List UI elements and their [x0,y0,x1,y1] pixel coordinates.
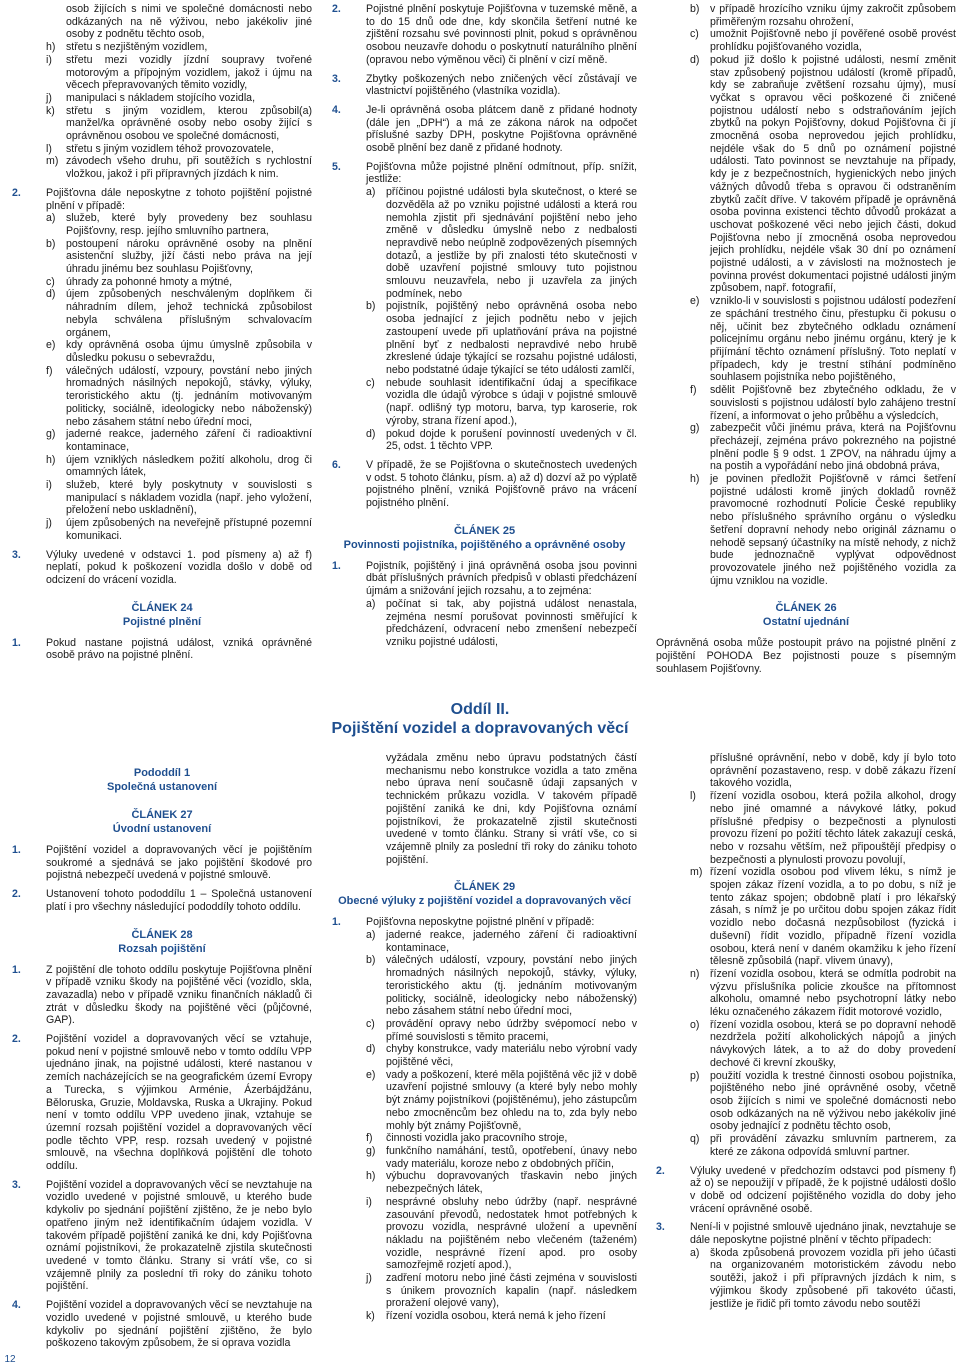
list-item-a: a) jaderné reakce, jaderného záření či radioaktivní kontaminace, [366,929,637,954]
list-item-continuation: osob žijících s nimi ve společné domácnosti nebo odkázaných na ně výživou, nebo jakékoliv jiné osoby z podnětu těchto osob, [66,3,312,41]
list-item-c: c) umožnit Pojišťovně nebo jí pověřené osobě provést prohlídku pojišťovaného vozidla, [690,28,956,54]
list-item-e: e) vady a poškození, které měla pojištěná věc již v době uzavření pojistné smlouvy (a které byly nebo mohly být známy pojistníkovi (pojištěnému), jeho zástupcům nebo zmocněncům bez ohledu na to, zda byly nebo mohly být známy Pojišťovně, [366,1068,637,1132]
list-item-b: b) v případě hrozícího vzniku újmy zakročit způsobem přiměřeným rozsahu ohrožení, [690,3,956,28]
list-item-a: a) příčinou pojistné události byla skutečnost, o které se dozvěděla až po vzniku pojistné události a která rou nemohla zjistit při sjednávání pojištění nebo jeho změně v důsledku úmyslně nebo z nedbalosti nepravdivě nebo neúplně zodpovězených písemných dotazů, a jestliže by při znalosti této skutečnosti v době uzavření pojistné smlouvy tuto pojistnou smlouvu neuzavřela, nebo ji uzavřela za jiných podmínek, nebo [366,186,637,300]
list-item-q: q) při provádění závazku smluvním partnerem, za které ze zákona odpovídá smluvní partner. [690,1133,956,1158]
paragraph-3: 3. Není-li v pojistné smlouvě ujednáno jinak, nevztahuje se dále neposkytne pojistné plnění v těchto případech: [656,1221,956,1247]
column-3-bottom [656,752,956,1310]
paragraph-4: 4. Pojištění vozidel a dopravovaných věcí se nevztahuje na vozidlo uvedené v pojistné smlouvě, u kterého bude kdykoliv po sjednání pojištění zjištěno, že bylo poškozeno takovým způsobem, že si oprava vozidla [12,1299,312,1350]
paragraph-3: 3. Zbytky poškozených nebo zničených věcí zůstávají ve vlastnictví pojištěného (vlastníka vozidla). [332,72,637,98]
list-item-f: f) válečných událostí, vzpoury, povstání nebo jiných hromadných násilných nepokojů, stávky, výluky, teroristického aktu (tj. jednáním motivovaným politicky, sociálně, ideologicky nebo náboženský) nebo zásahem státní nebo úřední moci, [46,364,312,428]
list-item-h: h) střetu s nezjištěným vozidlem, [46,41,208,54]
list-item-g: g) zabezpečit vůči jinému práva, která na Pojišťovnu přecházejí, zejména právo pokrezného na pojistné plnění podle § 9 odst. 1 ZPOV, na náhradu újmy a na postih a vypořádání nebo jiná obdobná práva, [690,422,956,473]
paragraph-1: 1. Pokud nastane pojistná událost, vzniká oprávněné osobě právo na pojistné plnění. [12,636,312,662]
paragraph-2: 2. Pojišťovna dále neposkytne z tohoto pojištění pojistné plnění v případě: [12,186,312,212]
list-item-f: f) sdělit Pojišťovně bez zbytečného odkladu, že v souvislosti s pojistnou událostí bylo zahájeno trestní řízení, a informovat o jeho průběhu a výsledcích, [690,384,956,422]
article-27-heading: ČLÁNEK 27 Úvodní ustanovení [112,809,212,835]
list-item-e: e) vzniklo-li v souvislosti s pojistnou událostí podezření ze spáchání trestného činu, přestupku či pokusu o něj, učinit bez zbytečného odkladu oznámení policejnímu orgánu nebo jinému orgánu, který je k přijímání těchto oznámení příslušný. Toto neplatí v případech, kdy je trestní stíhání podmíněno souhlasem pojistníka nebo pojištěného, [690,295,956,384]
subsection-1-heading: Pododdíl 1 Společná ustanovení [106,767,218,793]
list-item-k: k) střetu s jiným vozidlem, kterou způsobil(a) manžel/ka oprávněné osoby nebo osoby žijící s oprávněnou osobou ve společné domácnosti, [46,104,312,143]
list-item-l: l) střetu s jiným vozidlem téhož provozovatele, [46,142,274,155]
article-24-heading: ČLÁNEK 24 Pojistné plnění [122,601,202,628]
list-item-continuation: příslušné oprávnění, nebo v době, kdy jí bylo toto oprávnění pozastaveno, resp. v době zákazu řízení takového vozidla, [710,752,956,790]
article-28-heading: ČLÁNEK 28 Rozsah pojištění [118,928,206,955]
section-heading [250,700,710,738]
list-item-h: h) je povinen předložit Pojišťovně v rámci šetření pojistné události kromě jiných dokladů rovněž pravomocné rozhodnutí Policie České republiky nebo příslušného správního orgánu o výsledku šetření dopravní nehody nebo originál záznamu o nehodě sepsaný účastníky na místě nehody, z nichž bude jednoznačně vyplývat odpovědnost provozovatele jiného než pojištěného vozidla za újmu vzniklou na vozidle. [690,473,956,587]
list-item-l: l) řízení vozidla osobou, která požila alkohol, drogy nebo jiné omamné a návykové látky, pokud příslušné předpisy o bezpečnosti a plynulosti provozu řízení po požití těchto látek zakazují ceská, nebo v rozsahu větším, než připouštějí předpisy o bezpečnosti a plynulosti provozu povolují, [690,790,956,866]
list-item-b: b) pojistník, pojištěný nebo oprávněná osoba nebo osoba jednající z jejich podnětu nebo v jejich zastoupení uvede při uplatňování práva na pojistné plnění byť z nedbalosti nepravdivé nebo hrubě zkreslené údaje týkající se rozsahu pojistné události, nebo podstatné údaje týkající se této události zamlčí, [366,300,637,376]
paragraph-2: 2. Výluky uvedené v předchozím odstavci pod písmeny f) až o) se nepoužijí v případě, že k pojistné události došlo v době od odcizení pojištěného vozidla do doby jeho vrácení oprávněné osobě. [656,1164,956,1215]
list-item-g: g) jaderné reakce, jaderného záření či radioaktivní kontaminace, [46,428,312,453]
list-item-i: i) střetu mezi vozidly jízdní soupravy tvořené motorovým a přípojným vozidlem, jakož i újmu na věcech přepravovaných těmito vozidly, [46,53,312,92]
list-item-d: d) újem způsobených neschváleným doplňkem či náhradním dílem, jehož technická způsobilost nebyla schválena příslušným schvalovacím orgánem, [46,288,312,339]
paragraph-5: 5. Pojišťovna může pojistné plnění odmítnout, příp. snížit, jestliže: [332,160,637,186]
list-item-b: b) válečných událostí, vzpoury, povstání nebo jiných hromadných násilných nepokojů, stávky, výluky, teroristického aktu (tj. jednáním motivovaným politicky, sociálně, ideologicky nebo náboženský) nebo zásahem státní nebo úřední moci, [366,954,637,1018]
list-item-b: b) postoupení nároku oprávněné osoby na plnění asistenční služby, jiží části nebo práva na její úhradu jinému bez souhlasu Pojišťovny, [46,237,312,276]
section-title: Oddíl II. [450,701,510,718]
list-item-i: i) služeb, které byly poskytnuty v souvislosti s manipulací s nákladem vozidla (např. jeho vyložení, přeložení nebo uskladnění), [46,479,312,517]
list-item-k: k) řízení vozidla osobou, která nemá k jeho řízení [366,1310,606,1323]
paragraph-1: 1. Pojištění vozidel a dopravovaných věcí je pojištěním soukromé a sjednává se jako pojištění škodové pro pojistná nebezpečí uvedená v pojistné smlouvě. [12,844,312,882]
paragraph-3: 3. Výluky uvedené v odstavci 1. pod písmeny a) až f) neplatí, pokud k poškození vozidla došlo v době od odcizení do vrácení vozidla. [12,548,312,586]
column-1-top [12,3,312,662]
paragraph-1: 1. Pojišťovna neposkytne pojistné plnění v případě: [332,916,595,929]
list-item-h: h) újem vzniklých následkem požití alkoholu, drog či omamných látek, [46,453,312,479]
list-item-j: j) manipulaci s nákladem stojícího vozidla, [46,91,256,104]
list-item-c: c) úhrady za pohonné hmoty a mýtné, [46,275,233,288]
list-item-m: m) řízení vozidla osobou pod vlivem léku, s nímž je spojen zákaz řízení vozidla, a to po dobu, s níž je tento zákaz spojen; obdobně platí i pro lékařský zásah, s nímž je po určitou dobu spojen zákaz řídit vozidlo nebo dočasná nezpůsobilost (fyzická i duševní) řídit vozidlo, případně řízení vozidla osobou, která není v daném okamžiku k jeho řízení tělesně způsobilá (např. vlivem únavy), [690,866,956,968]
paragraph-3: 3. Pojištění vozidel a dopravovaných věcí se nevztahuje na vozidlo uvedené v pojistné smlouvě, u kterého bude kdykoliv po sjednání pojištění zjištěno, že je nebo bylo opatřeno jiným než identifikačním údajem vozidla. V takovém případě pojištění zaniká ke dni, kdy Pojišťovna oznámí pojistníkovi, že prokazatelně zjistila skutečnosti uvedené v tomto článku. Strany si vrátí vše, co si vzájemně plnily za poslední tři roky do zániku tohoto pojištění. [12,1178,312,1293]
list-item-o: o) řízení vozidla osobou, která se po dopravní nehodě nezdržela požití alkoholických nápojů a jiných návykových látek, a to až do doby provedení dechové či krevní zkoušky, [690,1018,956,1069]
list-item-a: a) škoda způsobená provozem vozidla při jeho účasti na organizovaném motoristickém závodu nebo soutěži, jakož i při přípravných jízdách k nim, s výjimkou škody způsobené při takovéto účasti, jestliže je řidič při tomto závodu nebo soutěži [690,1246,956,1310]
list-item-h: h) výbuchu dopravovaných třaskavin nebo jiných nebezpečných látek, [366,1170,637,1196]
list-item-c: c) nebude souhlasit identifikační údaj a specifikace vozidla dle údajů výrobce s údaji v pojistné smlouvě (např. odlišný typ motoru, barva, typ karoserie, rok výroby, strana řízení apod.), [366,376,637,427]
list-item-d: d) chyby konstrukce, vady materiálu nebo výrobní vady pojištěné věci, [366,1043,637,1069]
list-item-j: j) zadření motoru nebo jiné části zejména v souvislosti s únikem provozních kapalin (např. následkem proražení olejové vany), [366,1272,637,1310]
paragraph-6: 6. V případě, že se Pojišťovna o skutečnostech uvedených v odst. 5 tohoto článku, písm. a) až d) dozví až po výplatě pojistného plnění, vzniká Pojišťovně právo na vrácení pojistného plnění. [332,458,637,510]
column-3-top [656,3,956,675]
list-item-e: e) kdy oprávněná osoba újmu úmyslně způsobila v důsledku pokusu o sebevraždu, [46,339,312,364]
list-item-i: i) nesprávné obsluhy nebo údržby (např. nesprávné zasouvání převodů, nedostatek hmot potřebných k provozu vozidla, nesprávné uložení a upevnění nákladu na pojištěném nebo vlečeném (taženém) vozidle, nesprávné řízení apod. pro osoby samozřejmě rozjetí apod.), [366,1195,637,1272]
paragraph-2: 2. Pojistné plnění poskytuje Pojišťovna v tuzemské měně, a to do 15 dnů ode dne, kdy skončila šetření nutné ke zjištění rozsahu své povinnosti plnit, pokud s oprávněnou osobou neuzavře dohodu o poskytnutí naturálního plnění (opravou nebo výměnou věci) či plnění v cizí měně. [332,3,637,66]
list-item-g: g) funkčního namáhání, testů, opotřebení, únavy nebo vady materiálu, koroze nebo z obdobných příčin, [366,1144,637,1170]
paragraph-2: 2. Pojištění vozidel a dopravovaných věcí se vztahuje, pokud není v pojistné smlouvě nebo v tomto oddílu VPP ujednáno jinak, na pojistné události, které nastanou v zemích nacházejících se na geografickém území Evropy a Turecka, s výjimkou Arménie, Ázerbájdžánu, Běloruska, Gruzie, Moldavska, Ruska a Ukrajiny. Pokud není v tomto oddílu VPP uvedeno jinak, vztahuje se územní rozsah pojištění vozidel a dopravovaných věcí podle těchto VPP, resp. rozsah uvedený v pojistné smlouvě, na všechna doplňková pojištění dle tohoto oddílu. [12,1033,312,1173]
column-2-top [332,3,637,649]
paragraph-continuation: vyžádala změnu nebo úpravu podstatných částí mechanismu nebo konstrukce vozidla a tato změna nebo úprava není současně údaji zapsaných v technickém průkazu vozidla. V takovém případě pojištění zaniká ke dni, kdy Pojišťovna oznámí pojistníkovi, že prokazatelně zjistil skutečnosti uvedené v tomto článku. Strany si vrátí vše, co si vzájemně plnily za poslední tři roky do zániku tohoto pojištění. [386,752,637,866]
list-item-d: d) pokud již došlo k pojistné události, nesmí změnit stav způsobený pojistnou událostí (kromě případů, kdy se zabraňuje zvětšení rozsahu újmy), musí vyčkat s opravou věci poškozené či zničené pojistnou událostí nebo s odstraňováním jejích zbytků na pokyn Pojišťovny, dokud Pojišťovna či jí zmocněná osoba neprovedou jejich prohlídku, nejdéle však do 5 dnů po oznámení pojistné události. Tato povinnost se nevztahuje na případy, kdy je z bezpečnostních, hygienických nebo jiných vážných důvodů třeba s opravou či odstraněním zbytků začít dříve. V takovém případě je oprávněná osoba povinna existenci těchto důvodů prokázat a uschovat poškozené věci nebo jejich části, dokud Pojišťovna nebo jí zmocněná osoba neprovedou jejich prohlídku, nejdéle však 30 dní po oznámení pojistné události, a v závislosti na možnostech je povinna provést dokumentaci pojistné události jiným způsobem, např. fotografií, [690,53,956,295]
list-item-a: a) počínat si tak, aby pojistná událost nenastala, zejména nesmí porušovat povinnosti směřující k předcházení, odvracení nebo zmenšení nebezpečí vzniku pojistné události, [366,597,637,648]
list-item-f: f) činnosti vozidla jako pracovního stroje, [366,1132,568,1145]
list-item-m: m) závodech všeho druhu, při soutěžích s rychlostní vložkou, jakož i při přípravných jízdách k nim. [46,155,312,181]
section-subtitle: Pojištění vozidel a dopravovaných věcí [331,720,629,737]
column-2-bottom [332,752,637,1323]
list-item-n: n) řízení vozidla osobou, která se odmítla podrobit na výzvu příslušníka policie zkoušce na přítomnost alkoholu, omamné nebo psychotropní látky nebo léku označeného zákazem řídit motorové vozidlo, [690,967,956,1019]
page-number: 12 [4,1354,16,1365]
list-item-j: j) újem způsobených na neveřejně přístupné pozemní komunikaci. [46,517,312,542]
article-26-heading: ČLÁNEK 26 Ostatní ujednání [762,602,850,629]
column-1-bottom [12,752,312,1350]
paragraph-4: 4. Je-li oprávněná osoba plátcem daně z přidané hodnoty (dále jen „DPH“) a má ze zákona nárok na odpočet příslušné sazby DPH, poskytne Pojišťovna oprávněné osobě plnění bez daně z přidané hodnoty. [332,103,637,155]
article-29-heading: ČLÁNEK 29 Obecné výluky z pojištění vozidel a dopravovaných věcí [338,881,631,908]
article-26-text: Oprávněná osoba může postoupit právo na pojistné plnění z pojištění POHODA Bez pojistnosti pouze s písemným souhlasem Pojišťovny. [656,637,956,675]
list-item-d: d) pokud dojde k porušení povinností uvedených v čl. 25, odst. 1 těchto VPP. [366,427,637,453]
list-item-c: c) provádění opravy nebo údržby svépomocí nebo v přímé souvislosti s těmito pracemi, [366,1017,637,1043]
paragraph-1: 1. Z pojištění dle tohoto oddílu poskytuje Pojišťovna plnění v případě vzniku škody na pojištěné věci (vozidlo, skla, zavazadla) nebo v případě vzniku finančních nákladů či ztrát v důsledku škody na pojištěné věci (půjčovné, GAP). [12,963,312,1027]
paragraph-1: 1. Pojistník, pojištěný i jiná oprávněná osoba jsou povinni dbát příslušných právních předpisů v oblasti předcházení újmám a snižování jejich rozsahu, a to zejména: [332,559,637,598]
article-25-heading: ČLÁNEK 25 Povinnosti pojistníka, pojištěného a oprávněné osoby [343,524,626,551]
paragraph-2: 2. Ustanovení tohoto pododdílu 1 – Společná ustanovení platí i pro všechny následující pododdíly tohoto oddílu. [12,888,312,913]
list-item-a: a) služeb, které byly provedeny bez souhlasu Pojišťovny, resp. jejího smluvního partnera, [46,212,312,237]
list-item-p: p) použití vozidla k trestné činnosti osobou pojistníka, pojištěného nebo jiné oprávněné osoby, včetně osob žijících s nimi ve společné domácnosti nebo osob odkázaných na ně výživou nebo jakékoliv jiné osoby jednající z podnětu těchto osob, [690,1069,956,1133]
